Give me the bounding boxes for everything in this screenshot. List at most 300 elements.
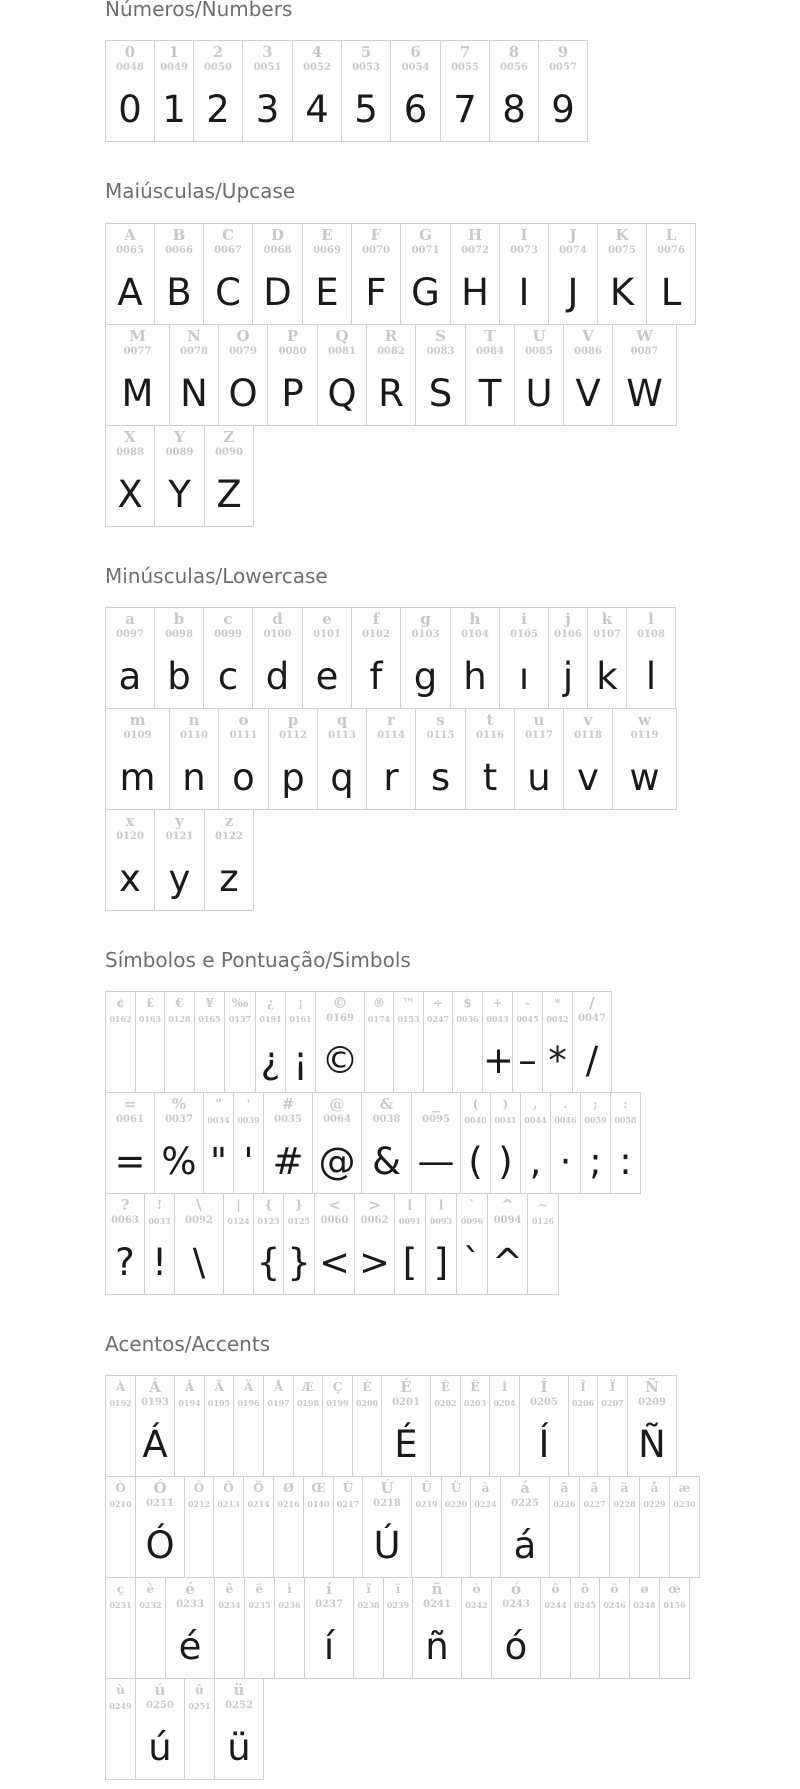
glyph-sample: Y <box>168 473 191 516</box>
char-code: 0103 <box>411 629 440 640</box>
char-code: 0233 <box>176 1599 204 1610</box>
char-code: 0064 <box>323 1114 351 1125</box>
char-code: 0161 <box>289 1014 312 1024</box>
glyph-cell <box>105 607 154 709</box>
glyph-cell <box>364 991 393 1093</box>
glyph-sample: W <box>626 372 663 415</box>
glyph-cell <box>218 708 268 810</box>
char-code: 0043 <box>486 1014 509 1024</box>
char-label: í <box>326 1580 332 1598</box>
char-label: p <box>287 711 299 729</box>
glyph-cell <box>263 1092 312 1194</box>
char-code: 0067 <box>214 245 242 256</box>
glyph-cell <box>105 1476 135 1578</box>
char-label: ) <box>502 1097 509 1111</box>
char-code: 0199 <box>326 1398 349 1408</box>
glyph-sample: H <box>461 271 489 314</box>
char-label: ‰ <box>231 996 249 1010</box>
glyph-cell <box>213 1476 243 1578</box>
char-code: 0083 <box>426 346 455 357</box>
char-label: ó <box>510 1580 521 1598</box>
glyph-sample: 2 <box>206 88 230 131</box>
glyph-sample <box>394 1036 423 1086</box>
char-label: z <box>224 812 234 830</box>
char-label: Ò <box>115 1481 126 1495</box>
glyph-cell <box>193 40 242 142</box>
char-label: % <box>171 1095 187 1113</box>
char-code: 0202 <box>434 1398 457 1408</box>
glyph-cell <box>154 40 193 142</box>
glyph-sample: L <box>660 271 682 314</box>
glyph-sample: — <box>417 1140 455 1183</box>
char-label: - <box>525 996 530 1010</box>
char-label: ï <box>395 1582 401 1596</box>
glyph-cell <box>563 324 612 426</box>
char-label: & <box>379 1095 394 1113</box>
glyph-sample <box>630 1622 659 1672</box>
glyph-cell <box>489 40 538 142</box>
glyph-cell <box>465 708 514 810</box>
char-code: 0109 <box>123 730 152 741</box>
glyph-cell <box>304 1577 353 1679</box>
glyph-row <box>105 708 677 809</box>
glyph-sample <box>640 1521 669 1571</box>
glyph-sample: 7 <box>453 88 477 131</box>
char-code: 0165 <box>198 1014 221 1024</box>
glyph-cell <box>105 40 154 142</box>
char-code: 0137 <box>228 1014 252 1024</box>
glyph-cell <box>612 324 677 426</box>
char-label: Ã <box>214 1380 224 1394</box>
glyph-cell <box>514 324 563 426</box>
glyph-cell <box>105 991 135 1093</box>
char-code: 0068 <box>263 245 292 256</box>
char-code: 0078 <box>180 346 208 357</box>
char-label: î <box>366 1582 371 1596</box>
glyph-cell <box>218 324 267 426</box>
glyph-sample <box>185 1521 213 1571</box>
char-label: " <box>215 1097 222 1111</box>
glyph-sample <box>365 1036 393 1086</box>
glyph-cell <box>400 223 450 325</box>
glyph-sample <box>490 1420 519 1470</box>
char-label: > <box>368 1196 381 1214</box>
char-label: Z <box>223 428 235 446</box>
glyph-sample: U <box>525 372 553 415</box>
glyph-sample <box>185 1723 214 1773</box>
char-label: * <box>554 996 561 1010</box>
char-code: 0197 <box>267 1398 290 1408</box>
char-code: 0192 <box>109 1398 132 1408</box>
section-title-upcase: Maiúsculas/Upcase <box>105 179 296 203</box>
glyph-sample: G <box>411 271 440 314</box>
char-code: 0227 <box>583 1499 606 1509</box>
glyph-sample: h <box>463 655 487 698</box>
glyph-cell <box>105 809 154 911</box>
char-label: 4 <box>311 43 323 61</box>
glyph-cell <box>174 1375 204 1477</box>
glyph-sample: É <box>394 1423 418 1466</box>
char-code: 0038 <box>372 1114 401 1125</box>
glyph-cell <box>184 1476 213 1578</box>
glyph-sample <box>136 1622 165 1672</box>
char-code: 0229 <box>643 1499 666 1509</box>
glyph-sample <box>569 1420 597 1470</box>
glyph-sample: á <box>513 1524 537 1567</box>
glyph-sample <box>225 1036 255 1086</box>
char-code: 0247 <box>426 1014 450 1024</box>
char-label: { <box>264 1198 273 1212</box>
char-label: # <box>281 1095 295 1113</box>
glyph-sample <box>354 1622 383 1672</box>
glyph-row <box>105 1092 641 1193</box>
glyph-sample: ¡ <box>293 1039 308 1082</box>
glyph-sample: J <box>567 271 579 314</box>
char-label: ê <box>225 1582 234 1596</box>
glyph-cell <box>268 708 317 810</box>
glyph-cell <box>487 1193 527 1295</box>
glyph-sample <box>175 1420 204 1470</box>
char-code: 0118 <box>574 730 602 741</box>
char-label: Ë <box>470 1380 480 1394</box>
glyph-sample: m <box>119 756 156 799</box>
char-code: 0206 <box>571 1398 595 1408</box>
glyph-sample: © <box>321 1039 359 1082</box>
glyph-cell <box>415 708 465 810</box>
glyph-cell <box>203 223 252 325</box>
char-code: 0123 <box>257 1216 280 1226</box>
glyph-cell <box>568 1375 597 1477</box>
char-label: C <box>222 226 234 244</box>
glyph-sample <box>670 1521 699 1571</box>
glyph-cell <box>203 1092 233 1194</box>
char-code: 0119 <box>630 730 659 741</box>
glyph-cell <box>164 991 194 1093</box>
char-code: 0053 <box>352 62 380 73</box>
char-code: 0088 <box>116 447 144 458</box>
glyph-sample <box>610 1521 639 1571</box>
char-label: Õ <box>223 1481 234 1495</box>
glyph-cell <box>252 607 302 709</box>
char-label: ~ <box>537 1198 549 1212</box>
glyph-cell <box>394 1193 425 1295</box>
char-label: X <box>124 428 136 446</box>
char-code: 0039 <box>237 1115 260 1125</box>
char-code: 0224 <box>474 1499 497 1509</box>
char-code: 0037 <box>165 1114 193 1125</box>
char-label: I <box>520 226 528 244</box>
char-code: 0107 <box>593 629 621 640</box>
glyph-cell <box>292 40 341 142</box>
char-label: F <box>370 226 382 244</box>
glyph-cell <box>456 1193 487 1295</box>
glyph-sample: , <box>529 1140 542 1183</box>
char-label: 1 <box>168 43 180 61</box>
glyph-cell <box>587 607 626 709</box>
char-code: 0055 <box>451 62 479 73</box>
glyph-sample: a <box>118 655 142 698</box>
section-title-symbols: Símbolos e Pontuação/Simbols <box>105 948 411 972</box>
char-label: D <box>270 226 284 244</box>
char-code: 0242 <box>465 1600 488 1610</box>
glyph-sample: · <box>559 1140 572 1183</box>
glyph-cell <box>412 1577 461 1679</box>
char-code: 0042 <box>546 1014 569 1024</box>
glyph-cell <box>626 607 676 709</box>
glyph-sample: V <box>575 372 601 415</box>
glyph-cell <box>273 1476 303 1578</box>
glyph-sample <box>431 1420 460 1470</box>
glyph-sample: Á <box>142 1423 168 1466</box>
glyph-row <box>105 1577 700 1678</box>
char-code: 0249 <box>109 1701 132 1711</box>
glyph-sample <box>106 1521 135 1571</box>
glyph-sample <box>660 1622 689 1672</box>
char-label: È <box>362 1380 372 1394</box>
glyph-cell <box>629 1577 659 1679</box>
glyph-cell <box>572 991 612 1093</box>
glyph-sample: e <box>315 655 339 698</box>
glyph-sample: K <box>609 271 635 314</box>
glyph-cell <box>538 40 588 142</box>
glyph-sample <box>215 1622 244 1672</box>
char-code: 0100 <box>263 629 292 640</box>
char-code: 0101 <box>313 629 341 640</box>
glyph-cell <box>105 425 154 527</box>
char-label: Ö <box>253 1481 264 1495</box>
glyph-sample: D <box>263 271 292 314</box>
glyph-sample <box>106 1622 135 1672</box>
glyph-sample: I <box>518 271 530 314</box>
char-code: 0080 <box>278 346 307 357</box>
glyph-cell <box>450 223 499 325</box>
char-code: 0122 <box>215 831 243 842</box>
glyph-sample: * <box>548 1039 567 1082</box>
glyph-sample: & <box>372 1140 401 1183</box>
glyph-cell <box>317 708 366 810</box>
char-label: à <box>481 1481 490 1495</box>
char-code: 0209 <box>638 1397 666 1408</box>
glyph-cell <box>352 1375 381 1477</box>
char-code: 0076 <box>657 245 685 256</box>
glyph-sample: c <box>217 655 239 698</box>
char-code: 0084 <box>476 346 504 357</box>
char-code: 0248 <box>633 1600 656 1610</box>
glyph-cell <box>609 1476 639 1578</box>
char-code: 0244 <box>544 1600 567 1610</box>
char-code: 0113 <box>328 730 356 741</box>
char-label: = <box>123 1095 137 1113</box>
glyph-sample: Ó <box>145 1524 175 1567</box>
char-label: Û <box>421 1481 432 1495</box>
glyph-sample: 3 <box>255 88 280 131</box>
glyph-sample: T <box>478 372 502 415</box>
glyph-sample: @ <box>318 1140 356 1183</box>
char-code: 0243 <box>502 1599 530 1610</box>
char-code: 0241 <box>423 1599 451 1610</box>
glyph-cell <box>450 607 499 709</box>
char-label: É <box>400 1378 412 1396</box>
char-code: 0238 <box>357 1600 380 1610</box>
glyph-sample <box>244 1521 273 1571</box>
char-label: ä <box>620 1481 629 1495</box>
glyph-cell <box>570 1577 599 1679</box>
glyph-cell <box>362 1476 411 1578</box>
glyph-sample: ( <box>468 1140 483 1183</box>
char-code: 0213 <box>217 1499 240 1509</box>
char-code: 0112 <box>279 730 307 741</box>
char-code: 0075 <box>608 245 636 256</box>
char-code: 0230 <box>673 1499 696 1509</box>
char-code: 0108 <box>637 629 665 640</box>
glyph-sample: ] <box>433 1241 449 1284</box>
glyph-row <box>105 40 588 141</box>
char-label: Î <box>580 1380 586 1394</box>
glyph-sample <box>384 1622 412 1672</box>
char-label: a <box>125 610 135 628</box>
char-label: k <box>601 610 613 628</box>
char-code: 0048 <box>116 62 144 73</box>
char-code: 0063 <box>111 1215 139 1226</box>
glyph-sample <box>600 1622 629 1672</box>
char-code: 0090 <box>215 447 243 458</box>
char-label: R <box>384 327 398 345</box>
char-label: c <box>223 610 233 628</box>
char-code: 0114 <box>377 730 405 741</box>
glyph-sample: v <box>577 756 599 799</box>
glyph-row <box>105 1193 641 1294</box>
char-code: 0110 <box>180 730 208 741</box>
glyph-sample: Q <box>327 372 357 415</box>
char-code: 0210 <box>109 1499 132 1509</box>
glyph-sample: } <box>287 1241 311 1284</box>
char-label: r <box>387 711 395 729</box>
char-label: h <box>469 610 481 628</box>
glyph-cell <box>154 425 204 527</box>
char-code: 0040 <box>464 1115 487 1125</box>
char-label: L <box>665 226 677 244</box>
char-code: 0097 <box>116 629 144 640</box>
glyph-sample: z <box>219 857 239 900</box>
char-code: 0059 <box>584 1115 607 1125</box>
char-code: 0217 <box>336 1499 360 1509</box>
char-label: Í <box>540 1378 548 1396</box>
char-code: 0226 <box>553 1499 576 1509</box>
glyph-sample <box>424 1036 452 1086</box>
char-label: ! <box>156 1198 163 1212</box>
char-label: _ <box>432 1095 440 1113</box>
glyph-sample: C <box>215 271 241 314</box>
glyph-cell <box>381 1375 430 1477</box>
char-label: œ <box>668 1582 681 1596</box>
glyph-sample: ú <box>148 1726 172 1769</box>
glyph-cell <box>253 1193 283 1295</box>
char-label: K <box>615 226 629 244</box>
glyph-sample: Z <box>216 473 242 516</box>
glyph-cell <box>430 1375 460 1477</box>
char-label: q <box>336 711 348 729</box>
char-code: 0094 <box>493 1215 522 1226</box>
char-label: f <box>372 610 380 628</box>
glyph-cell <box>154 1092 203 1194</box>
char-code: 0057 <box>549 62 577 73</box>
glyph-sample: ı <box>518 655 530 698</box>
grid-upcase <box>105 223 696 526</box>
glyph-sample <box>442 1521 470 1571</box>
glyph-cell <box>441 1476 470 1578</box>
glyph-sample: w <box>629 756 660 799</box>
glyph-sample: S <box>428 372 453 415</box>
char-code: 0033 <box>148 1216 171 1226</box>
char-label: û <box>195 1683 204 1697</box>
char-code: 0163 <box>138 1014 162 1024</box>
glyph-sample: ¿ <box>260 1039 281 1082</box>
char-label: 5 <box>360 43 372 61</box>
glyph-cell <box>440 40 489 142</box>
glyph-cell <box>204 809 254 911</box>
char-label: x <box>125 812 135 830</box>
glyph-sample <box>571 1622 599 1672</box>
char-label: ú <box>154 1681 166 1699</box>
glyph-sample <box>334 1521 362 1571</box>
char-code: 0035 <box>274 1114 302 1125</box>
glyph-cell <box>366 324 415 426</box>
glyph-sample: u <box>527 756 551 799</box>
glyph-cell <box>204 1375 233 1477</box>
glyph-sample: ? <box>115 1241 135 1284</box>
char-code: 0051 <box>253 62 282 73</box>
glyph-cell <box>366 708 415 810</box>
grid-accents <box>105 1375 700 1779</box>
glyph-cell <box>425 1193 456 1295</box>
char-label: Ô <box>193 1481 205 1495</box>
char-label: Ù <box>342 1481 354 1495</box>
char-code: 0212 <box>187 1499 211 1509</box>
glyph-sample: j <box>562 655 574 698</box>
glyph-sample <box>275 1622 304 1672</box>
char-label: ¿ <box>266 996 275 1010</box>
char-code: 0105 <box>510 629 538 640</box>
glyph-cell <box>105 1375 135 1477</box>
glyph-cell <box>351 607 400 709</box>
glyph-cell <box>263 1375 293 1477</box>
glyph-cell <box>105 1577 135 1679</box>
glyph-sample <box>462 1622 491 1672</box>
char-code: 0214 <box>247 1499 270 1509</box>
glyph-row <box>105 223 696 324</box>
char-code: 0058 <box>614 1115 637 1125</box>
glyph-cell <box>135 1375 174 1477</box>
char-code: 0041 <box>494 1115 517 1125</box>
glyph-sample: r <box>383 756 399 799</box>
char-label: S <box>435 327 446 345</box>
char-code: 0162 <box>109 1014 132 1024</box>
glyph-cell <box>105 708 169 810</box>
glyph-sample <box>106 1420 135 1470</box>
char-code: 0250 <box>146 1700 174 1711</box>
char-label: @ <box>329 1095 345 1113</box>
glyph-cell <box>393 991 423 1093</box>
glyph-sample: % <box>161 1140 197 1183</box>
glyph-cell <box>317 324 366 426</box>
char-code: 0071 <box>411 245 440 256</box>
char-code: 0045 <box>516 1014 539 1024</box>
char-label: Ç <box>332 1380 343 1394</box>
char-label: á <box>520 1479 530 1497</box>
glyph-cell <box>135 1678 184 1780</box>
glyph-sample: R <box>378 372 404 415</box>
char-label: ë <box>255 1582 264 1596</box>
